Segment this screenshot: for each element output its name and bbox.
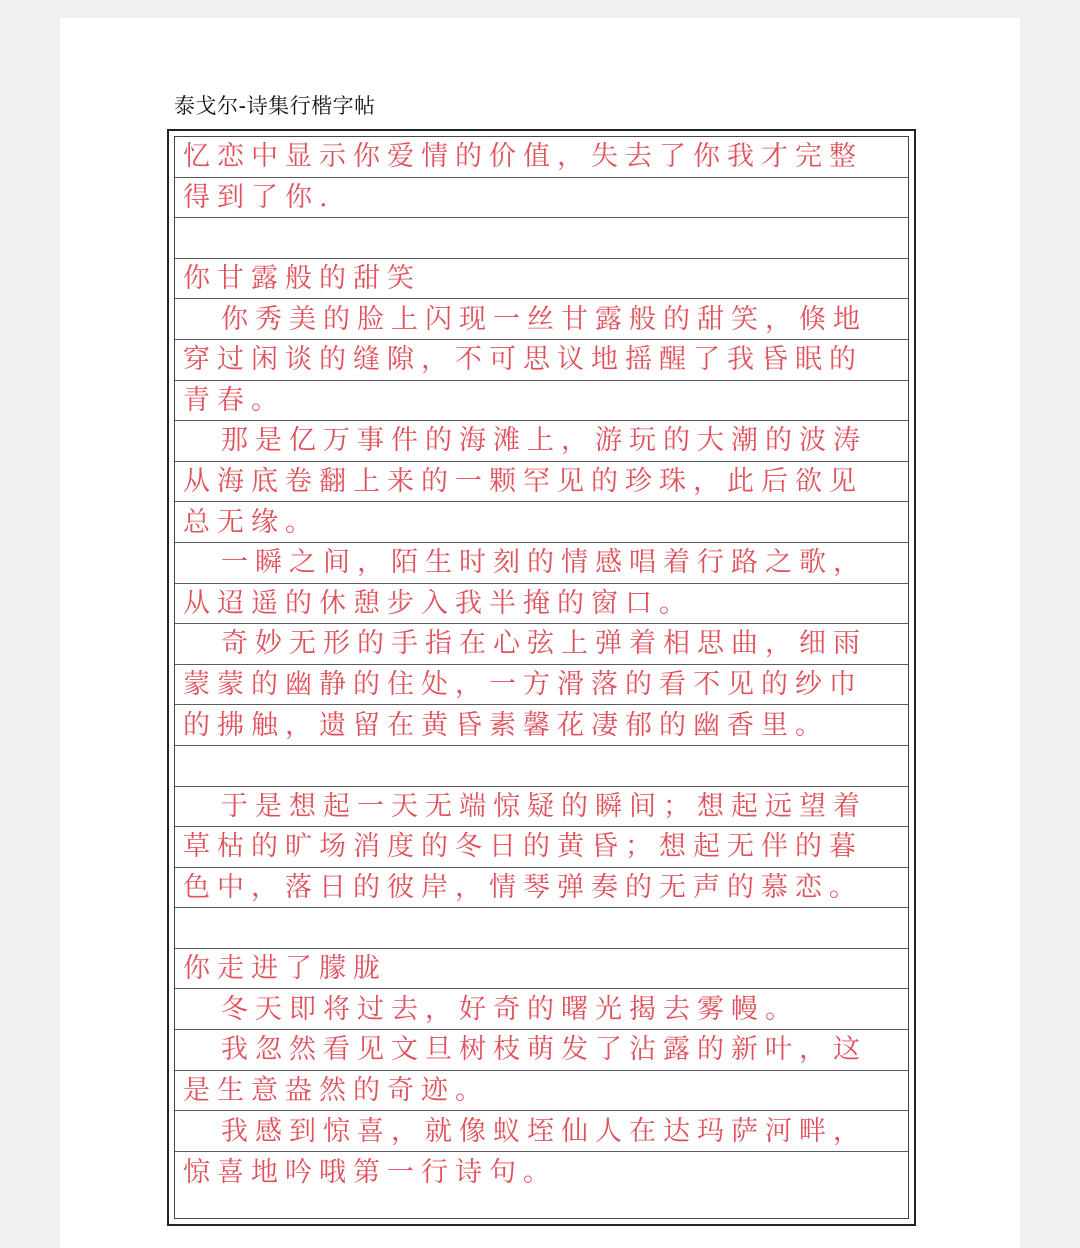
line-text: 你秀美的脸上闪现一丝甘露般的甜笑，倏地 xyxy=(221,303,867,335)
text-line xyxy=(175,868,908,909)
text-line xyxy=(175,665,908,706)
line-text: 奇妙无形的手指在心弦上弹着相思曲，细雨 xyxy=(221,628,867,660)
blank-line xyxy=(175,218,908,259)
text-line xyxy=(175,584,908,625)
line-text: 蒙蒙的幽静的住处，一方滑落的看不见的纱巾 xyxy=(183,669,863,701)
ruled-lines xyxy=(174,136,909,1219)
line-text: 的拂触，遗留在黄昏素馨花凄郁的幽香里。 xyxy=(183,709,829,741)
line-text: 你走进了朦胧 xyxy=(183,953,387,985)
line-text: 你甘露般的甜笑 xyxy=(183,263,421,295)
line-text: 是生意盎然的奇迹。 xyxy=(183,1074,489,1106)
text-line xyxy=(175,421,908,462)
line-text: 一瞬之间，陌生时刻的情感唱着行路之歌， xyxy=(221,547,867,579)
text-line xyxy=(175,624,908,665)
line-text: 于是想起一天无端惊疑的瞬间；想起远望着 xyxy=(221,790,867,822)
text-line xyxy=(175,705,908,746)
text-line xyxy=(175,340,908,381)
text-line xyxy=(175,827,908,868)
document-page xyxy=(60,18,1020,1248)
text-line xyxy=(175,137,908,178)
text-line xyxy=(175,299,908,340)
text-line xyxy=(175,1071,908,1112)
line-text: 青春。 xyxy=(183,384,285,416)
text-line xyxy=(175,543,908,584)
text-line xyxy=(175,787,908,828)
blank-line xyxy=(175,746,908,787)
text-line xyxy=(175,989,908,1030)
line-text: 我忽然看见文旦树枝萌发了沾露的新叶，这 xyxy=(221,1034,867,1066)
line-text: 色中，落日的彼岸，情琴弹奏的无声的慕恋。 xyxy=(183,871,863,903)
blank-line xyxy=(175,908,908,949)
line-text: 得到了你. xyxy=(183,181,335,213)
text-line xyxy=(175,1111,908,1152)
text-line xyxy=(175,502,908,543)
line-text: 草枯的旷场消度的冬日的黄昏；想起无伴的暮 xyxy=(183,831,863,863)
line-text: 我感到惊喜，就像蚁垤仙人在达玛萨河畔， xyxy=(221,1115,867,1147)
line-text: 冬天即将过去，好奇的曙光揭去雾幔。 xyxy=(221,993,799,1025)
line-text: 穿过闲谈的缝隙，不可思议地摇醒了我昏眠的 xyxy=(183,344,863,376)
page-title: 泰戈尔-诗集行楷字帖 xyxy=(174,94,376,118)
text-line xyxy=(175,1030,908,1071)
text-line xyxy=(175,381,908,422)
line-text: 忆恋中显示你爱情的价值，失去了你我才完整 xyxy=(183,141,863,173)
text-line xyxy=(175,949,908,990)
line-text: 惊喜地吟哦第一行诗句。 xyxy=(183,1156,557,1188)
text-line xyxy=(175,462,908,503)
text-line xyxy=(175,1152,908,1193)
line-text: 从海底卷翻上来的一颗罕见的珍珠，此后欲见 xyxy=(183,466,863,498)
copybook-sheet xyxy=(167,129,916,1226)
text-line xyxy=(175,259,908,300)
line-text: 总无缘。 xyxy=(183,506,319,538)
text-line xyxy=(175,178,908,219)
line-text: 从迢遥的休憩步入我半掩的窗口。 xyxy=(183,587,693,619)
line-text: 那是亿万事件的海滩上，游玩的大潮的波涛 xyxy=(221,425,867,457)
